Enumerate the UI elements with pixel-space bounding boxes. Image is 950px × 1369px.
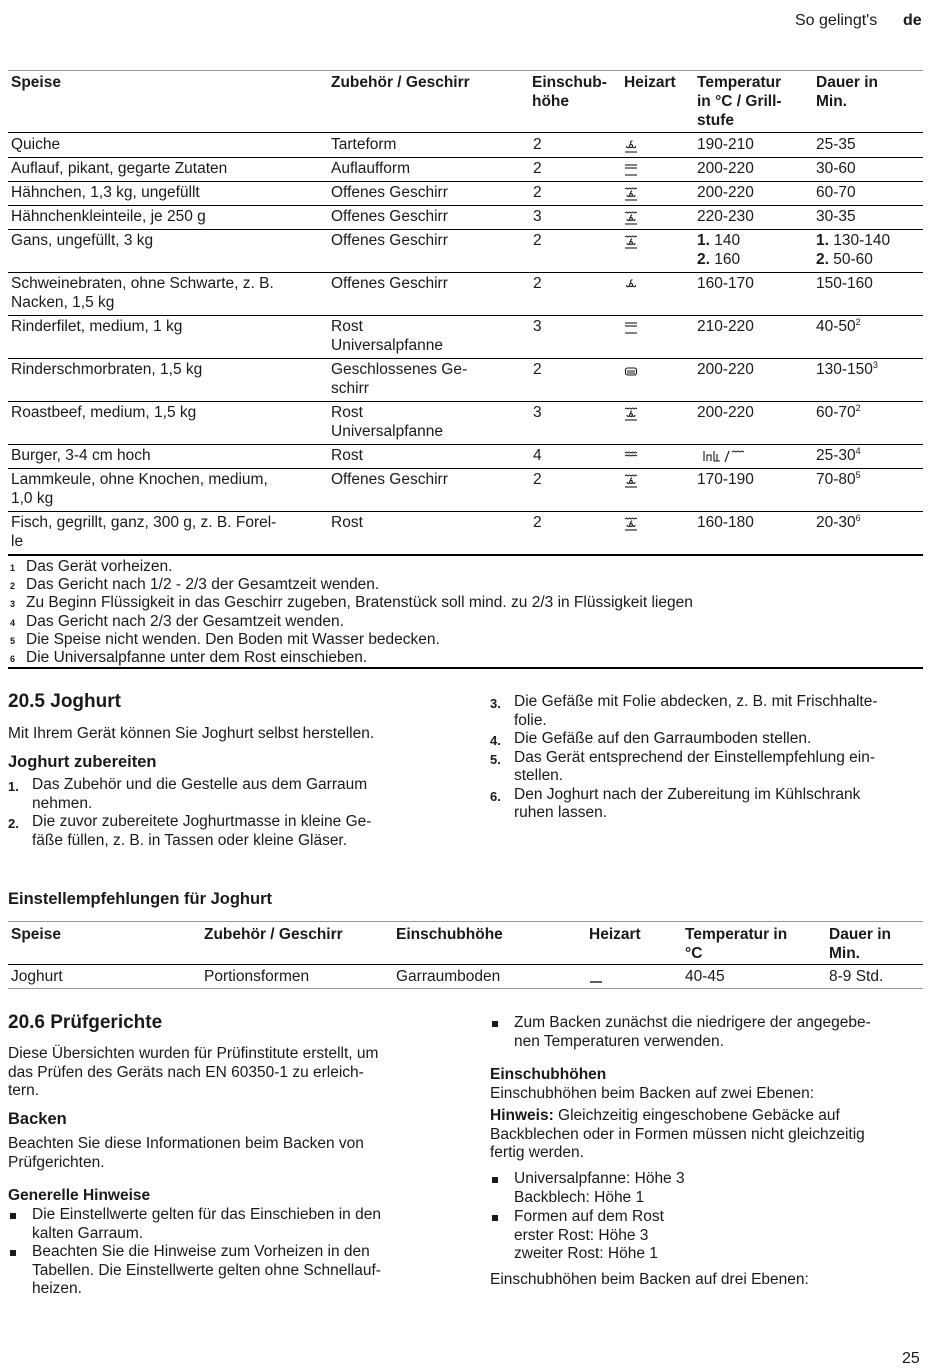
bullet-text: Beachten Sie die Hinweise zum Vorheizen in den [32, 1243, 370, 1260]
step-text: folie. [514, 711, 547, 729]
table-top-rule [8, 70, 923, 71]
header-rule [8, 132, 923, 133]
cell-dauer [816, 160, 856, 179]
hinweis-block [490, 1107, 865, 1163]
cell-dauer [816, 184, 856, 203]
hot-air-gentle-icon [624, 278, 638, 292]
cell-speise: Quiche [11, 136, 61, 153]
cell-temperatur: 2. 160 [697, 251, 741, 268]
cell-zubehoer: Geschlossenes Ge- [331, 361, 468, 378]
bullet-text: zweiter Rost: Höhe 1 [514, 1245, 658, 1262]
step-text: Die Gefäße mit Folie abdecken, z. B. mit Frischhalte- [514, 693, 878, 710]
footnote-number: 2 [10, 581, 16, 592]
col-header-einschub-2: höhe [532, 93, 570, 110]
row-rule [8, 157, 923, 158]
air-grill-icon [624, 211, 638, 225]
t2-cell-temp: 40-45 [685, 968, 725, 985]
slow-cook-icon [624, 364, 638, 378]
cell-speise: Schweinebraten, ohne Schwarte, z. B. [11, 275, 274, 292]
cell-dauer [816, 404, 861, 423]
cell-temperatur: 220-230 [697, 208, 754, 225]
cell-einschubhoehe: 3 [533, 208, 542, 225]
einschub-text: Einschubhöhen beim Backen auf zwei Ebenen: [490, 1085, 814, 1102]
step-number: 6. [490, 788, 501, 804]
cell-speise: Lammkeule, ohne Knochen, medium, [11, 471, 268, 488]
cell-zubehoer: schirr [331, 380, 369, 397]
bullet-text: Die Einstellwerte gelten für das Einschieben in den [32, 1206, 381, 1223]
cell-einschubhoehe: 2 [533, 184, 542, 201]
cell-speise: Rinderfilet, medium, 1 kg [11, 318, 183, 335]
air-grill-icon [624, 235, 638, 249]
footnote-ref: 3 [872, 360, 878, 370]
t2-header-temp-2: °C [685, 945, 703, 962]
cell-dauer [816, 361, 878, 380]
row-rule [8, 229, 923, 230]
t2-header-zubehoer: Zubehör / Geschirr [204, 926, 343, 943]
cell-dauer-value: 20-30 [816, 514, 856, 531]
step-number: 4. [490, 733, 501, 748]
cell-zubehoer: Tarteform [331, 136, 397, 153]
cell-einschubhoehe: 2 [533, 160, 542, 177]
footnote-text: Die Universalpfanne unter dem Rost einschieben. [26, 649, 368, 666]
section-title-pruefgerichte: 20.6 Prüfgerichte [8, 1012, 163, 1033]
step-text: Das Gerät entsprechend der Einstellempfehlung ein- [514, 748, 876, 766]
cell-einschubhoehe: 4 [533, 447, 542, 464]
cell-temperatur: 190-210 [697, 136, 754, 153]
cell-speise: 1,0 kg [11, 490, 54, 507]
step-number: 2. [8, 816, 19, 831]
step-text: Die Gefäße auf den Garraumboden stellen. [514, 730, 812, 747]
cell-dauer [816, 447, 861, 466]
t2-cell-einschub: Garraumboden [396, 968, 501, 985]
cell-temperatur: 200-220 [697, 404, 754, 421]
t2-header-heizart: Heizart [589, 926, 641, 943]
cell-zubehoer: Offenes Geschirr [331, 232, 448, 249]
cell-zubehoer: Offenes Geschirr [331, 208, 448, 225]
cell-dauer [816, 275, 873, 294]
bullet-text: Formen auf dem Rost [514, 1208, 664, 1225]
t2-header-dauer-2: Min. [829, 945, 860, 962]
step-text: nehmen. [32, 794, 93, 812]
footnote-ref: 2 [855, 317, 861, 327]
t2-header-dauer: Dauer in [829, 926, 892, 943]
cell-dauer [816, 471, 861, 490]
row-rule [8, 358, 923, 359]
t2-cell-zubehoer: Portionsformen [204, 968, 310, 985]
cell-speise: Rinderschmorbraten, 1,5 kg [11, 361, 203, 378]
cell-temperatur: 160-180 [697, 514, 754, 531]
footnote-number: 1 [10, 563, 16, 573]
air-grill-icon [624, 407, 638, 421]
cell-dauer [816, 232, 890, 251]
cell-speise: Nacken, 1,5 kg [11, 294, 115, 311]
cell-zubehoer: Universalpfanne [331, 337, 444, 354]
air-grill-icon [624, 517, 638, 531]
cell-dauer [816, 514, 861, 533]
col-header-temp-2: in °C / Grill- [697, 93, 782, 110]
cell-temperatur: 200-220 [697, 184, 754, 201]
cell-einschubhoehe: 2 [533, 514, 542, 531]
cell-speise: Auflauf, pikant, gegarte Zutaten [11, 160, 228, 177]
hinweis-label: Hinweis: [490, 1107, 554, 1124]
cell-einschubhoehe: 2 [533, 275, 542, 292]
hinweis-text: Backblechen oder in Formen müssen nicht gleichzeitig [490, 1125, 865, 1143]
step-number: 5. [490, 751, 501, 767]
cell-einschubhoehe: 3 [533, 318, 542, 335]
cell-speise: Fisch, gegrillt, ganz, 300 g, z. B. Forel- [11, 514, 277, 531]
grill-large-icon [624, 450, 638, 464]
footnote-text: Die Speise nicht wenden. Den Boden mit Wasser bedecken. [26, 630, 440, 648]
footnote-text: Das Gericht nach 1/2 - 2/3 der Gesamtzeit wenden. [26, 576, 380, 594]
cell-temperatur: 210-220 [697, 318, 754, 335]
cell-temperatur: 200-220 [697, 160, 754, 177]
bullet-text: Zum Backen zunächst die niedrigere der angegebe- [514, 1014, 871, 1031]
col-header-dauer: Dauer in [816, 74, 879, 91]
table2-bottom-rule [8, 988, 923, 989]
col-header-dauer-2: Min. [816, 93, 847, 110]
col-header-temp-3: stufe [697, 112, 735, 129]
t2-cell-dauer: 8-9 Std. [829, 968, 884, 985]
col-header-heizart: Heizart [624, 74, 676, 91]
bullet-text: Backblech: Höhe 1 [514, 1188, 645, 1206]
cell-zubehoer: Rost [331, 447, 363, 464]
cell-dauer [816, 251, 873, 270]
cell-dauer-value: 40-50 [816, 318, 856, 335]
col-header-zubehoer: Zubehör / Geschirr [331, 74, 470, 91]
bullet-text: Universalpfanne: Höhe 3 [514, 1170, 685, 1187]
row-rule [8, 181, 923, 182]
bullet-marker [10, 1213, 16, 1219]
cell-temperatur: 160-170 [697, 275, 754, 292]
t2-header-einschub: Einschubhöhe [396, 926, 503, 943]
cell-einschubhoehe: 2 [533, 471, 542, 488]
cell-einschubhoehe: 3 [533, 404, 542, 421]
table2-title: Einstellempfehlungen für Joghurt [8, 890, 273, 908]
col-header-temp: Temperatur [697, 74, 782, 91]
cell-dauer-value: 1. 130-140 [816, 232, 891, 249]
backen-text-line: Beachten Sie diese Informationen beim Backen von [8, 1135, 364, 1152]
footnote-number: 3 [10, 599, 16, 610]
footnote-text: Zu Beginn Flüssigkeit in das Geschirr zugeben, Bratenstück soll mind. zu 2/3 in Flüssigkeit liegen [26, 594, 693, 612]
t2-header-temp: Temperatur in [685, 926, 788, 943]
cell-zubehoer: Offenes Geschirr [331, 471, 448, 488]
cell-dauer [816, 136, 856, 155]
cell-dauer-value: 150-160 [816, 275, 873, 292]
cell-zubehoer: Auflaufform [331, 160, 410, 177]
hinweis-text: fertig werden. [490, 1144, 584, 1161]
einschub-title: Einschubhöhen [490, 1066, 607, 1083]
footnote-number: 6 [10, 654, 16, 664]
cell-dauer-value: 130-150 [816, 361, 873, 378]
cell-zubehoer: Universalpfanne [331, 423, 444, 440]
cell-speise: Roastbeef, medium, 1,5 kg [11, 404, 197, 421]
footnote-number: 4 [10, 617, 16, 628]
table2-header-rule [8, 964, 923, 965]
step-text: fäße füllen, z. B. in Tassen oder kleine Gläser. [32, 831, 348, 849]
cell-zubehoer: Rost [331, 404, 363, 421]
cell-einschubhoehe: 2 [533, 232, 542, 249]
cell-dauer-value: 25-35 [816, 136, 856, 153]
hinweis-text: Gleichzeitig eingeschobene Gebäcke auf [558, 1107, 840, 1124]
joghurt-intro: Mit Ihrem Gerät können Sie Joghurt selbst herstellen. [8, 725, 375, 742]
footnote-ref: 5 [855, 470, 861, 480]
air-grill-icon [624, 474, 638, 488]
step-text: Das Zubehör und die Gestelle aus dem Garraum [32, 776, 368, 793]
joghurt-subtitle: Joghurt zubereiten [8, 753, 157, 771]
step-text: stellen. [514, 767, 564, 784]
drei-ebenen-text: Einschubhöhen beim Backen auf drei Ebenen: [490, 1271, 809, 1288]
t2-header-speise: Speise [11, 926, 61, 943]
cell-dauer-value: 2. 50-60 [816, 251, 873, 268]
backen-text-line: Prüfgerichten. [8, 1153, 105, 1171]
air-grill-icon [624, 187, 638, 201]
cell-speise: Gans, ungefüllt, 3 kg [11, 232, 154, 249]
cell-dauer [816, 208, 856, 227]
cell-speise: Burger, 3-4 cm hoch [11, 447, 151, 464]
bullet-marker [492, 1177, 498, 1183]
col-header-einschub: Einschub- [532, 74, 607, 91]
cell-temperatur: 200-220 [697, 361, 754, 378]
cell-zubehoer: Rost [331, 318, 363, 335]
bullet-marker [492, 1021, 498, 1027]
row-rule [8, 511, 923, 512]
row-rule [8, 401, 923, 402]
table-bottom-rule [8, 554, 923, 556]
step-text: Den Joghurt nach der Zubereitung im Kühlschrank [514, 785, 861, 803]
col-header-speise: Speise [11, 74, 61, 91]
footnote-text: Das Gerät vorheizen. [26, 558, 173, 575]
cell-dauer [816, 318, 861, 337]
footnote-ref: 2 [855, 403, 861, 413]
bullet-text: Tabellen. Die Einstellwerte gelten ohne Schnellauf- [32, 1261, 381, 1279]
cell-dauer-value: 25-30 [816, 447, 856, 464]
backen-text [8, 1135, 364, 1172]
bullet-text: nen Temperaturen verwenden. [514, 1032, 724, 1050]
footnote-ref: 4 [855, 446, 861, 456]
cell-temperatur: 170-190 [697, 471, 754, 488]
row-rule [8, 205, 923, 206]
cell-dauer-value: 60-70 [816, 404, 856, 421]
hot-air-icon [624, 139, 638, 153]
cell-temperatur: 1. 140 [697, 232, 741, 249]
section-title-joghurt: 20.5 Joghurt [8, 691, 121, 712]
table2-top-rule [8, 921, 923, 922]
cell-speise: Hähnchenkleinteile, je 250 g [11, 208, 206, 225]
cell-dauer-value: 60-70 [816, 184, 856, 201]
grill-level-icon [703, 449, 749, 463]
row-rule [8, 468, 923, 469]
row-rule [8, 444, 923, 445]
row-rule [8, 315, 923, 316]
cell-speise: Hähnchen, 1,3 kg, ungefüllt [11, 184, 200, 201]
bullet-text: erster Rost: Höhe 3 [514, 1226, 649, 1244]
cell-zubehoer: Offenes Geschirr [331, 275, 448, 292]
footnote-ref: 6 [855, 513, 861, 523]
cell-zubehoer: Offenes Geschirr [331, 184, 448, 201]
bottom-heat-icon [589, 970, 603, 984]
cell-zubehoer: Rost [331, 514, 363, 531]
bullet-marker [10, 1250, 16, 1256]
pruef-intro-line: Diese Übersichten wurden für Prüfinstitute erstellt, um [8, 1045, 379, 1062]
step-number: 1. [8, 779, 19, 794]
footnotes-bottom-rule [8, 667, 923, 669]
bullet-text: heizen. [32, 1280, 82, 1297]
footnote-text: Das Gericht nach 2/3 der Gesamtzeit wenden. [26, 612, 344, 630]
cell-dauer-value: 70-80 [816, 471, 856, 488]
page-number: 25 [902, 1350, 920, 1367]
bullet-text: kalten Garraum. [32, 1224, 144, 1242]
backen-title: Backen [8, 1110, 67, 1128]
t2-cell-speise: Joghurt [11, 968, 63, 985]
hinweise-title: Generelle Hinweise [8, 1187, 151, 1204]
cell-einschubhoehe: 2 [533, 361, 542, 378]
bullet-marker [492, 1215, 498, 1221]
cell-einschubhoehe: 2 [533, 136, 542, 153]
running-header: So gelingt's [795, 12, 878, 29]
top-bottom-heat-icon [624, 321, 638, 335]
language-code: de [903, 12, 922, 29]
step-number: 3. [490, 696, 501, 711]
footnote-number: 5 [10, 635, 16, 646]
pruef-intro-line: das Prüfen des Geräts nach EN 60350-1 zu erleich- [8, 1063, 364, 1081]
cell-dauer-value: 30-60 [816, 160, 856, 177]
pruef-intro-line: tern. [8, 1082, 40, 1099]
pruef-intro [8, 1045, 378, 1101]
step-text: ruhen lassen. [514, 804, 608, 821]
cell-speise: le [11, 533, 24, 550]
top-bottom-heat-icon [624, 163, 638, 177]
step-text: Die zuvor zubereitete Joghurtmasse in kleine Ge- [32, 813, 372, 830]
row-rule [8, 272, 923, 273]
cell-dauer-value: 30-35 [816, 208, 856, 225]
